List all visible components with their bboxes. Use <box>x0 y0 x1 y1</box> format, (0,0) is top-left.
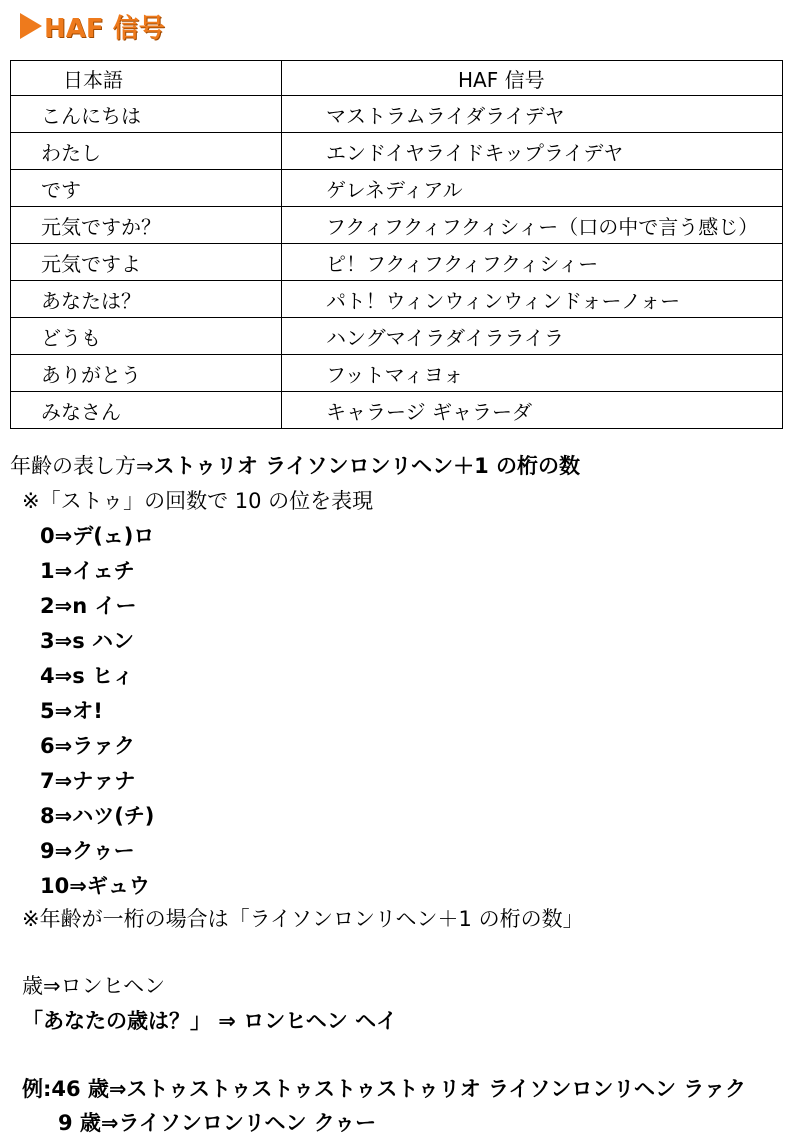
japanese-cell: こんにちは <box>11 96 282 133</box>
example-9: 9 歳⇒ライソンロンリヘン クゥー <box>58 1111 377 1135</box>
digit-item: 1⇒イェチ <box>40 559 135 583</box>
age-intro-formula: ストゥリオ ライソンロンリヘン＋1 の桁の数 <box>153 454 581 478</box>
haf-cell: フクィフクィフクィシィー（口の中で言う感じ） <box>282 207 783 244</box>
table-row <box>11 392 783 429</box>
age-intro-label: 年齢の表し方⇒ <box>10 454 154 478</box>
translation-table <box>10 60 783 429</box>
japanese-cell: ありがとう <box>11 355 282 392</box>
age-question: 「あなたの歳は？」 ⇒ ロンヒヘン ヘイ <box>22 1009 398 1033</box>
digit-item: 0⇒デ(ェ)ロ <box>40 524 155 548</box>
haf-cell: ピ！フクィフクィフクィシィー <box>282 244 783 281</box>
age-note-single-digit: ※年齢が一桁の場合は「ライソンロンリヘン＋1 の桁の数」 <box>22 907 584 931</box>
header-japanese: 日本語 <box>11 61 282 96</box>
japanese-cell: どうも <box>11 318 282 355</box>
digit-item: 5⇒オ! <box>40 699 103 723</box>
haf-cell: エンドイヤライドキップライデヤ <box>282 133 783 170</box>
japanese-cell: です <box>11 170 282 207</box>
haf-cell: マストラムライダライデヤ <box>282 96 783 133</box>
digit-item: 7⇒ナァナ <box>40 769 136 793</box>
table-header-row <box>11 61 783 96</box>
japanese-cell: あなたは？ <box>11 281 282 318</box>
table-row <box>11 96 783 133</box>
digit-item: 2⇒n イー <box>40 594 137 618</box>
digit-item: 3⇒s ハン <box>40 629 135 653</box>
digit-item: 4⇒s ヒィ <box>40 664 134 688</box>
digit-item: 10⇒ギュウ <box>40 874 150 898</box>
digit-item: 8⇒ハツ(チ) <box>40 804 155 828</box>
digit-item: 9⇒クゥー <box>40 839 135 863</box>
table-row <box>11 133 783 170</box>
haf-cell: ハングマイラダイラライラ <box>282 318 783 355</box>
table-row <box>11 281 783 318</box>
haf-cell: パト！ウィンウィンウィンドォーノォー <box>282 281 783 318</box>
section-heading <box>20 6 165 46</box>
table-row <box>11 207 783 244</box>
haf-cell: キャラージ ギャラーダ <box>282 392 783 429</box>
table-row <box>11 244 783 281</box>
japanese-cell: 元気ですよ <box>11 244 282 281</box>
sai-definition: 歳⇒ロンヒヘン <box>22 974 166 998</box>
haf-cell: ゲレネディアル <box>282 170 783 207</box>
table-row <box>11 355 783 392</box>
haf-cell: フットマィヨォ <box>282 355 783 392</box>
header-haf: HAF 信号 <box>282 61 783 96</box>
play-triangle-icon <box>20 13 42 39</box>
digit-item: 6⇒ラァク <box>40 734 135 758</box>
age-intro <box>10 450 580 480</box>
section-heading-text: HAF 信号 <box>44 13 165 44</box>
table-row <box>11 318 783 355</box>
example-46: 例:46 歳⇒ストゥストゥストゥストゥストゥリオ ライソンロンリヘン ラァク <box>22 1077 747 1101</box>
table-row <box>11 170 783 207</box>
japanese-cell: 元気ですか？ <box>11 207 282 244</box>
japanese-cell: みなさん <box>11 392 282 429</box>
age-note-tens: ※「ストゥ」の回数で 10 の位を表現 <box>22 489 374 513</box>
japanese-cell: わたし <box>11 133 282 170</box>
